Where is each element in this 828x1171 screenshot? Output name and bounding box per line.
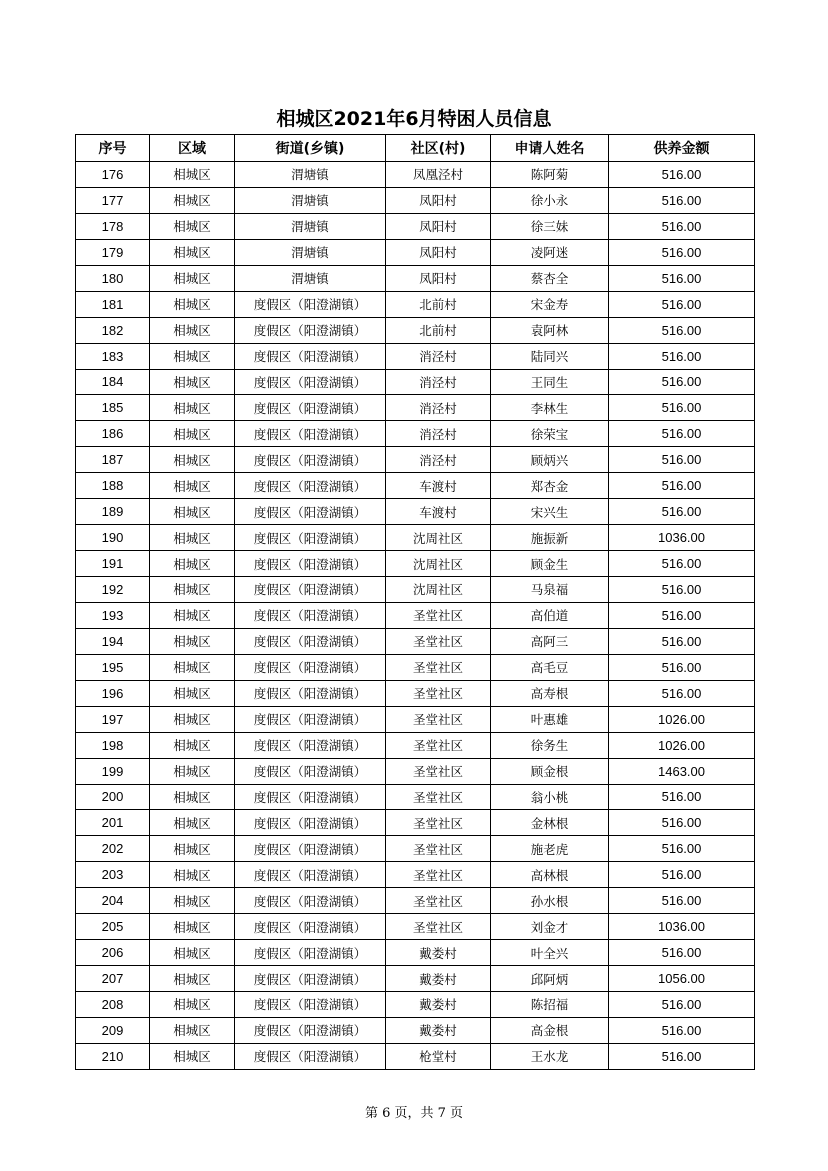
cell-index: 208 <box>76 992 150 1018</box>
cell-district: 相城区 <box>150 525 235 551</box>
cell-applicant-name: 李林生 <box>491 395 609 421</box>
cell-district: 相城区 <box>150 551 235 577</box>
cell-applicant-name: 徐小永 <box>491 187 609 213</box>
cell-street: 度假区（阳澄湖镇） <box>235 1043 386 1069</box>
cell-community: 消泾村 <box>386 395 491 421</box>
cell-district: 相城区 <box>150 784 235 810</box>
cell-district: 相城区 <box>150 914 235 940</box>
cell-applicant-name: 顾炳兴 <box>491 447 609 473</box>
cell-district: 相城区 <box>150 732 235 758</box>
cell-community: 戴娄村 <box>386 966 491 992</box>
cell-community: 圣堂社区 <box>386 888 491 914</box>
cell-street: 度假区（阳澄湖镇） <box>235 447 386 473</box>
cell-index: 200 <box>76 784 150 810</box>
cell-applicant-name: 孙水根 <box>491 888 609 914</box>
cell-index: 185 <box>76 395 150 421</box>
cell-amount: 516.00 <box>609 577 755 603</box>
cell-applicant-name: 施老虎 <box>491 836 609 862</box>
cell-applicant-name: 徐务生 <box>491 732 609 758</box>
cell-amount: 516.00 <box>609 162 755 188</box>
cell-amount: 516.00 <box>609 395 755 421</box>
cell-street: 渭塘镇 <box>235 239 386 265</box>
cell-district: 相城区 <box>150 187 235 213</box>
cell-street: 度假区（阳澄湖镇） <box>235 343 386 369</box>
cell-index: 188 <box>76 473 150 499</box>
table-row <box>76 992 755 1018</box>
cell-community: 凤阳村 <box>386 265 491 291</box>
cell-street: 度假区（阳澄湖镇） <box>235 499 386 525</box>
cell-community: 圣堂社区 <box>386 758 491 784</box>
page-title: 相城区2021年6月特困人员信息 <box>276 108 552 130</box>
cell-amount: 516.00 <box>609 1043 755 1069</box>
cell-community: 圣堂社区 <box>386 810 491 836</box>
cell-applicant-name: 高金根 <box>491 1017 609 1043</box>
table-row <box>76 187 755 213</box>
table-row <box>76 732 755 758</box>
header-applicant-name: 申请人姓名 <box>491 135 609 162</box>
cell-community: 沈周社区 <box>386 525 491 551</box>
cell-district: 相城区 <box>150 888 235 914</box>
cell-community: 沈周社区 <box>386 577 491 603</box>
cell-applicant-name: 马泉福 <box>491 577 609 603</box>
cell-amount: 516.00 <box>609 836 755 862</box>
cell-applicant-name: 蔡杏全 <box>491 265 609 291</box>
table-header-row <box>76 135 755 162</box>
cell-district: 相城区 <box>150 602 235 628</box>
cell-applicant-name: 宋金寿 <box>491 291 609 317</box>
cell-community: 消泾村 <box>386 447 491 473</box>
table-row <box>76 862 755 888</box>
cell-amount: 516.00 <box>609 940 755 966</box>
cell-district: 相城区 <box>150 162 235 188</box>
cell-amount: 1463.00 <box>609 758 755 784</box>
cell-community: 圣堂社区 <box>386 602 491 628</box>
cell-street: 渭塘镇 <box>235 162 386 188</box>
cell-amount: 516.00 <box>609 654 755 680</box>
data-table <box>75 134 755 1070</box>
cell-amount: 516.00 <box>609 213 755 239</box>
cell-amount: 516.00 <box>609 447 755 473</box>
table-row <box>76 265 755 291</box>
cell-amount: 516.00 <box>609 628 755 654</box>
cell-index: 192 <box>76 577 150 603</box>
cell-community: 消泾村 <box>386 369 491 395</box>
cell-applicant-name: 徐荣宝 <box>491 421 609 447</box>
cell-applicant-name: 王水龙 <box>491 1043 609 1069</box>
cell-applicant-name: 高伯道 <box>491 602 609 628</box>
cell-street: 度假区（阳澄湖镇） <box>235 914 386 940</box>
cell-index: 204 <box>76 888 150 914</box>
cell-applicant-name: 陈招福 <box>491 992 609 1018</box>
table-row <box>76 602 755 628</box>
cell-district: 相城区 <box>150 447 235 473</box>
cell-index: 210 <box>76 1043 150 1069</box>
cell-amount: 516.00 <box>609 343 755 369</box>
table-row <box>76 395 755 421</box>
table-row <box>76 343 755 369</box>
cell-index: 197 <box>76 706 150 732</box>
table-row <box>76 473 755 499</box>
cell-index: 205 <box>76 914 150 940</box>
table-row <box>76 291 755 317</box>
cell-applicant-name: 陈阿菊 <box>491 162 609 188</box>
cell-index: 193 <box>76 602 150 628</box>
cell-street: 度假区（阳澄湖镇） <box>235 966 386 992</box>
cell-street: 度假区（阳澄湖镇） <box>235 784 386 810</box>
cell-community: 凤凰泾村 <box>386 162 491 188</box>
cell-district: 相城区 <box>150 395 235 421</box>
cell-amount: 1026.00 <box>609 732 755 758</box>
cell-index: 183 <box>76 343 150 369</box>
table-row <box>76 914 755 940</box>
table-row <box>76 317 755 343</box>
cell-community: 圣堂社区 <box>386 836 491 862</box>
table-row <box>76 369 755 395</box>
table-row <box>76 680 755 706</box>
cell-amount: 516.00 <box>609 369 755 395</box>
cell-index: 195 <box>76 654 150 680</box>
cell-applicant-name: 翁小桃 <box>491 784 609 810</box>
cell-street: 度假区（阳澄湖镇） <box>235 525 386 551</box>
cell-amount: 516.00 <box>609 1017 755 1043</box>
table-row <box>76 654 755 680</box>
cell-index: 196 <box>76 680 150 706</box>
cell-applicant-name: 王同生 <box>491 369 609 395</box>
cell-applicant-name: 高寿根 <box>491 680 609 706</box>
table-row <box>76 836 755 862</box>
cell-applicant-name: 叶全兴 <box>491 940 609 966</box>
cell-community: 车渡村 <box>386 499 491 525</box>
cell-community: 凤阳村 <box>386 213 491 239</box>
table-row <box>76 888 755 914</box>
cell-amount: 516.00 <box>609 680 755 706</box>
cell-amount: 516.00 <box>609 421 755 447</box>
cell-street: 度假区（阳澄湖镇） <box>235 551 386 577</box>
table-row <box>76 551 755 577</box>
cell-index: 203 <box>76 862 150 888</box>
cell-street: 度假区（阳澄湖镇） <box>235 291 386 317</box>
cell-street: 度假区（阳澄湖镇） <box>235 758 386 784</box>
header-amount: 供养金额 <box>609 135 755 162</box>
cell-street: 渭塘镇 <box>235 265 386 291</box>
cell-amount: 516.00 <box>609 602 755 628</box>
cell-applicant-name: 郑杏金 <box>491 473 609 499</box>
cell-applicant-name: 邱阿炳 <box>491 966 609 992</box>
cell-street: 渭塘镇 <box>235 213 386 239</box>
cell-community: 戴娄村 <box>386 992 491 1018</box>
cell-district: 相城区 <box>150 1043 235 1069</box>
cell-applicant-name: 施振新 <box>491 525 609 551</box>
cell-index: 182 <box>76 317 150 343</box>
cell-index: 184 <box>76 369 150 395</box>
cell-district: 相城区 <box>150 317 235 343</box>
cell-street: 度假区（阳澄湖镇） <box>235 421 386 447</box>
cell-district: 相城区 <box>150 654 235 680</box>
cell-street: 度假区（阳澄湖镇） <box>235 992 386 1018</box>
cell-community: 戴娄村 <box>386 940 491 966</box>
cell-amount: 516.00 <box>609 810 755 836</box>
cell-district: 相城区 <box>150 577 235 603</box>
cell-community: 消泾村 <box>386 421 491 447</box>
cell-amount: 516.00 <box>609 291 755 317</box>
cell-street: 度假区（阳澄湖镇） <box>235 473 386 499</box>
cell-index: 189 <box>76 499 150 525</box>
cell-index: 199 <box>76 758 150 784</box>
cell-community: 圣堂社区 <box>386 732 491 758</box>
cell-street: 渭塘镇 <box>235 187 386 213</box>
table-row <box>76 239 755 265</box>
cell-applicant-name: 顾金生 <box>491 551 609 577</box>
cell-amount: 516.00 <box>609 239 755 265</box>
cell-district: 相城区 <box>150 369 235 395</box>
cell-street: 度假区（阳澄湖镇） <box>235 680 386 706</box>
table-row <box>76 940 755 966</box>
cell-district: 相城区 <box>150 291 235 317</box>
cell-district: 相城区 <box>150 421 235 447</box>
cell-index: 207 <box>76 966 150 992</box>
cell-street: 度假区（阳澄湖镇） <box>235 862 386 888</box>
cell-index: 187 <box>76 447 150 473</box>
table-row <box>76 810 755 836</box>
cell-street: 度假区（阳澄湖镇） <box>235 732 386 758</box>
cell-community: 车渡村 <box>386 473 491 499</box>
cell-index: 202 <box>76 836 150 862</box>
table-row <box>76 1017 755 1043</box>
cell-applicant-name: 袁阿林 <box>491 317 609 343</box>
cell-district: 相城区 <box>150 239 235 265</box>
cell-amount: 516.00 <box>609 499 755 525</box>
cell-amount: 1036.00 <box>609 525 755 551</box>
cell-street: 度假区（阳澄湖镇） <box>235 602 386 628</box>
cell-community: 消泾村 <box>386 343 491 369</box>
table-row <box>76 758 755 784</box>
cell-district: 相城区 <box>150 628 235 654</box>
cell-applicant-name: 陆同兴 <box>491 343 609 369</box>
table-row <box>76 499 755 525</box>
cell-district: 相城区 <box>150 265 235 291</box>
cell-amount: 516.00 <box>609 187 755 213</box>
cell-applicant-name: 顾金根 <box>491 758 609 784</box>
cell-district: 相城区 <box>150 836 235 862</box>
cell-amount: 516.00 <box>609 784 755 810</box>
cell-community: 圣堂社区 <box>386 654 491 680</box>
cell-applicant-name: 叶惠雄 <box>491 706 609 732</box>
cell-community: 圣堂社区 <box>386 628 491 654</box>
cell-district: 相城区 <box>150 758 235 784</box>
cell-applicant-name: 金林根 <box>491 810 609 836</box>
cell-index: 177 <box>76 187 150 213</box>
cell-index: 201 <box>76 810 150 836</box>
cell-amount: 516.00 <box>609 551 755 577</box>
cell-district: 相城区 <box>150 1017 235 1043</box>
cell-amount: 1056.00 <box>609 966 755 992</box>
cell-district: 相城区 <box>150 343 235 369</box>
cell-amount: 516.00 <box>609 265 755 291</box>
table-row <box>76 706 755 732</box>
header-district: 区域 <box>150 135 235 162</box>
cell-community: 沈周社区 <box>386 551 491 577</box>
table-row <box>76 447 755 473</box>
table-row <box>76 525 755 551</box>
cell-district: 相城区 <box>150 473 235 499</box>
cell-community: 北前村 <box>386 317 491 343</box>
cell-applicant-name: 徐三妹 <box>491 213 609 239</box>
table-row <box>76 577 755 603</box>
cell-community: 圣堂社区 <box>386 706 491 732</box>
cell-street: 度假区（阳澄湖镇） <box>235 577 386 603</box>
table-row <box>76 213 755 239</box>
cell-index: 191 <box>76 551 150 577</box>
cell-index: 190 <box>76 525 150 551</box>
cell-district: 相城区 <box>150 499 235 525</box>
cell-amount: 516.00 <box>609 317 755 343</box>
cell-applicant-name: 刘金才 <box>491 914 609 940</box>
cell-index: 194 <box>76 628 150 654</box>
cell-street: 度假区（阳澄湖镇） <box>235 1017 386 1043</box>
cell-index: 206 <box>76 940 150 966</box>
cell-community: 戴娄村 <box>386 1017 491 1043</box>
cell-index: 198 <box>76 732 150 758</box>
cell-index: 176 <box>76 162 150 188</box>
cell-amount: 516.00 <box>609 888 755 914</box>
cell-index: 181 <box>76 291 150 317</box>
cell-community: 枪堂村 <box>386 1043 491 1069</box>
cell-applicant-name: 凌阿迷 <box>491 239 609 265</box>
cell-street: 度假区（阳澄湖镇） <box>235 810 386 836</box>
cell-amount: 516.00 <box>609 473 755 499</box>
cell-street: 度假区（阳澄湖镇） <box>235 940 386 966</box>
cell-street: 度假区（阳澄湖镇） <box>235 706 386 732</box>
cell-street: 度假区（阳澄湖镇） <box>235 369 386 395</box>
cell-community: 凤阳村 <box>386 187 491 213</box>
cell-index: 178 <box>76 213 150 239</box>
cell-community: 圣堂社区 <box>386 680 491 706</box>
table-row <box>76 784 755 810</box>
cell-community: 北前村 <box>386 291 491 317</box>
cell-community: 凤阳村 <box>386 239 491 265</box>
cell-community: 圣堂社区 <box>386 914 491 940</box>
cell-street: 度假区（阳澄湖镇） <box>235 628 386 654</box>
header-community: 社区(村) <box>386 135 491 162</box>
header-street: 街道(乡镇) <box>235 135 386 162</box>
cell-index: 186 <box>76 421 150 447</box>
table-row <box>76 628 755 654</box>
cell-street: 度假区（阳澄湖镇） <box>235 654 386 680</box>
cell-district: 相城区 <box>150 706 235 732</box>
cell-district: 相城区 <box>150 966 235 992</box>
cell-amount: 1026.00 <box>609 706 755 732</box>
table-row <box>76 421 755 447</box>
cell-amount: 1036.00 <box>609 914 755 940</box>
cell-applicant-name: 高阿三 <box>491 628 609 654</box>
cell-applicant-name: 高毛豆 <box>491 654 609 680</box>
cell-amount: 516.00 <box>609 862 755 888</box>
cell-street: 度假区（阳澄湖镇） <box>235 888 386 914</box>
cell-community: 圣堂社区 <box>386 784 491 810</box>
cell-amount: 516.00 <box>609 992 755 1018</box>
table-body <box>76 162 755 1070</box>
cell-applicant-name: 高林根 <box>491 862 609 888</box>
cell-street: 度假区（阳澄湖镇） <box>235 836 386 862</box>
cell-street: 度假区（阳澄湖镇） <box>235 395 386 421</box>
cell-street: 度假区（阳澄湖镇） <box>235 317 386 343</box>
page-footer: 第 6 页，共 7 页 <box>364 1106 464 1121</box>
cell-district: 相城区 <box>150 680 235 706</box>
cell-district: 相城区 <box>150 213 235 239</box>
cell-district: 相城区 <box>150 862 235 888</box>
cell-district: 相城区 <box>150 992 235 1018</box>
cell-district: 相城区 <box>150 940 235 966</box>
cell-index: 209 <box>76 1017 150 1043</box>
cell-index: 180 <box>76 265 150 291</box>
cell-index: 179 <box>76 239 150 265</box>
cell-applicant-name: 宋兴生 <box>491 499 609 525</box>
cell-community: 圣堂社区 <box>386 862 491 888</box>
header-index: 序号 <box>76 135 150 162</box>
table-row <box>76 1043 755 1069</box>
table-row <box>76 966 755 992</box>
cell-district: 相城区 <box>150 810 235 836</box>
table-row <box>76 162 755 188</box>
